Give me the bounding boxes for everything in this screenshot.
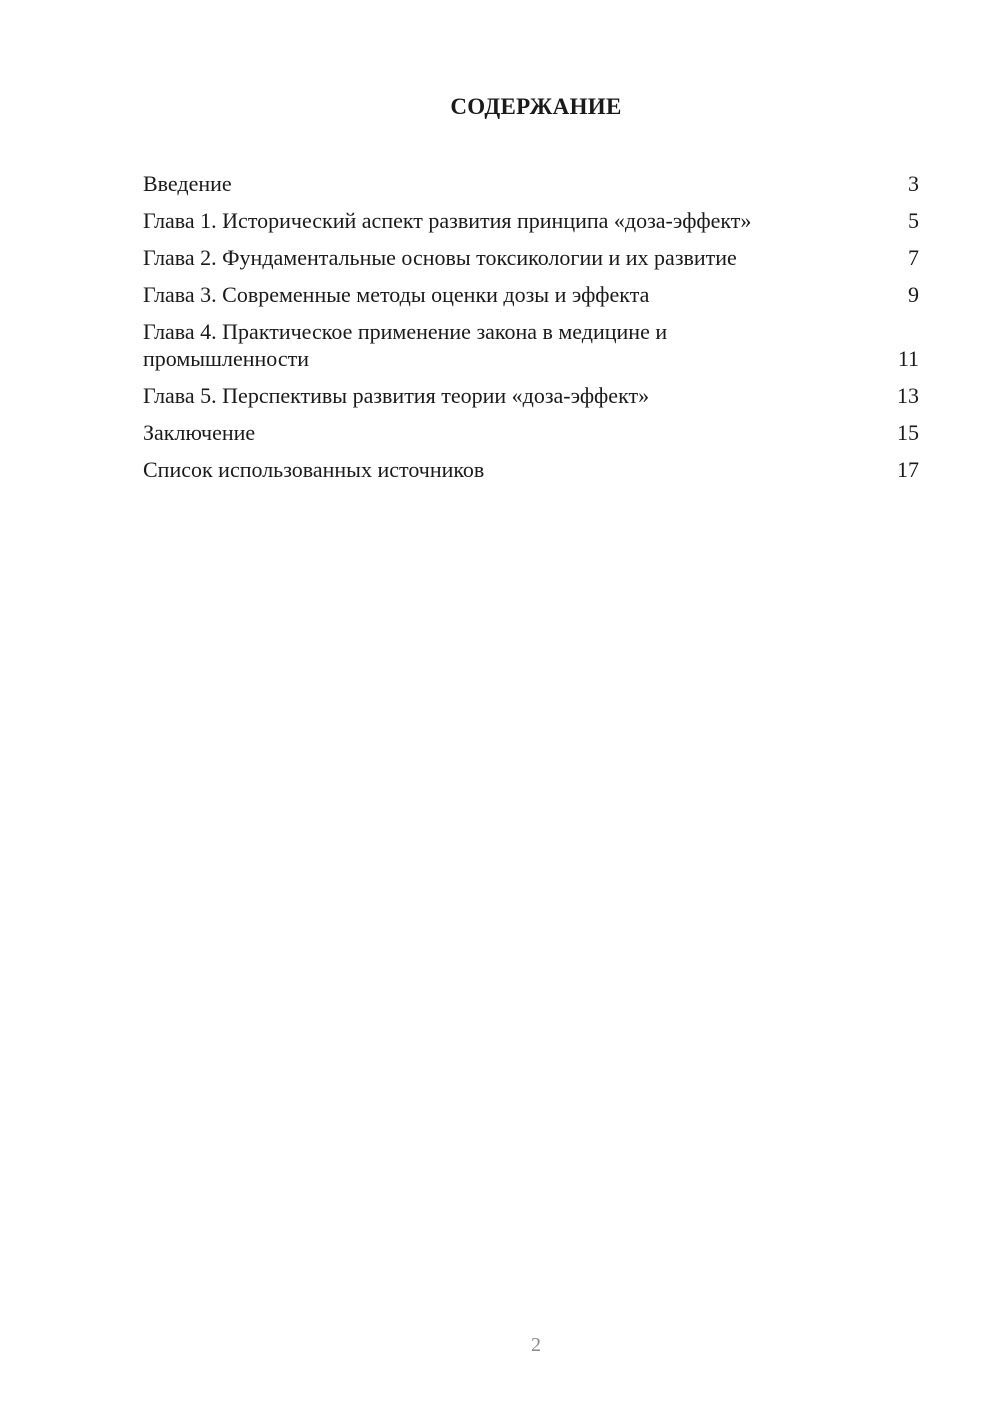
toc-entry-title: Глава 3. Современные методы оценки дозы и эффекта bbox=[143, 282, 650, 307]
toc-entry-title: Введение bbox=[143, 171, 232, 196]
toc-entry-title: Глава 1. Исторический аспект развития принципа «доза-эффект» bbox=[143, 208, 752, 233]
toc-entry-page: 5 bbox=[908, 208, 919, 233]
toc-entry-page: 13 bbox=[897, 383, 919, 408]
toc-entry-title: Глава 4. Практическое применение закона в медицине и промышленности bbox=[143, 319, 668, 371]
toc-entry-page: 11 bbox=[897, 346, 919, 371]
toc-entry-chapter-5 bbox=[143, 382, 919, 409]
toc-entry-title: Заключение bbox=[143, 420, 256, 445]
toc-entry-title: Глава 2. Фундаментальные основы токсикологии и их развитие bbox=[143, 245, 737, 270]
page-title: СОДЕРЖАНИЕ bbox=[450, 94, 622, 119]
toc-entry-references bbox=[143, 456, 919, 483]
toc-entry-chapter-4 bbox=[143, 318, 919, 372]
toc-entry-page: 9 bbox=[908, 282, 919, 307]
toc-entry-page: 17 bbox=[897, 457, 919, 482]
table-of-contents bbox=[143, 170, 919, 493]
toc-entry-title: Глава 5. Перспективы развития теории «доза-эффект» bbox=[143, 383, 650, 408]
toc-entry-page: 15 bbox=[897, 420, 919, 445]
toc-entry-chapter-3 bbox=[143, 281, 919, 308]
toc-entry-conclusion bbox=[143, 419, 919, 446]
toc-entry-introduction bbox=[143, 170, 919, 197]
toc-entry-chapter-1 bbox=[143, 207, 919, 234]
page-number: 2 bbox=[531, 1334, 541, 1356]
toc-entry-page: 7 bbox=[908, 245, 919, 270]
toc-entry-page: 3 bbox=[908, 171, 919, 196]
toc-entry-title: Список использованных источников bbox=[143, 457, 485, 482]
toc-entry-chapter-2 bbox=[143, 244, 919, 271]
